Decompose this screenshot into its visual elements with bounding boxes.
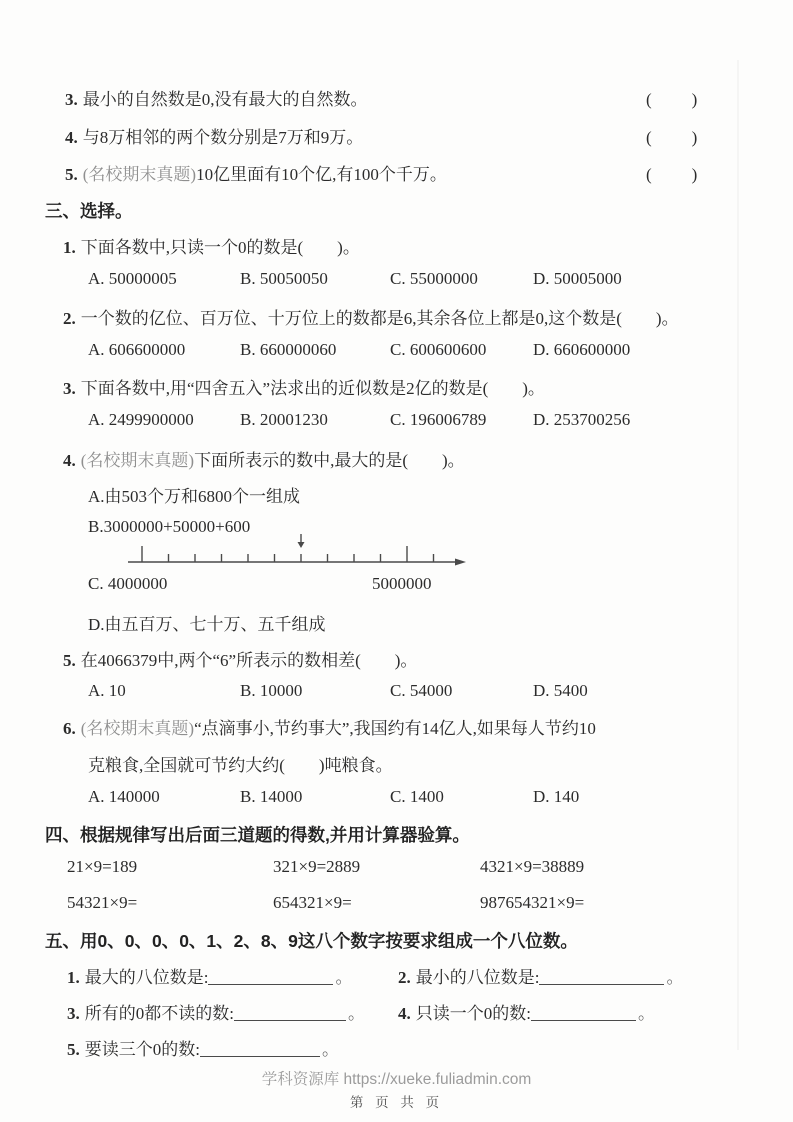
question-number: 4. bbox=[398, 1004, 411, 1023]
question-text: 下面所表示的数中,最大的是( )。 bbox=[194, 451, 465, 470]
question-number: 2. bbox=[398, 968, 411, 987]
question-number: 5. bbox=[63, 651, 76, 670]
compose-item-2 bbox=[398, 963, 683, 988]
item-label: 最大的八位数是: bbox=[84, 968, 209, 987]
answer-blank bbox=[208, 969, 333, 985]
choice-q4-option-a: A.由503个万和6800个一组成 bbox=[88, 487, 301, 506]
option-d: D. 140 bbox=[533, 787, 580, 806]
option-a: A. 10 bbox=[88, 681, 126, 700]
question-text: “点滴事小,节约事大”,我国约有14亿人,如果每人节约10 bbox=[194, 719, 596, 738]
compose-item-5 bbox=[67, 1035, 339, 1060]
compose-item-3 bbox=[67, 999, 365, 1024]
question-text: 下面各数中,用“四舍五入”法求出的近似数是2亿的数是( )。 bbox=[80, 379, 545, 398]
equation: 987654321×9= bbox=[480, 893, 585, 912]
option-d: D. 660600000 bbox=[533, 340, 631, 359]
question-tag: (名校期末真题) bbox=[80, 719, 195, 738]
question-number: 6. bbox=[63, 719, 76, 738]
question-number: 5. bbox=[65, 165, 78, 184]
judge-item-3 bbox=[65, 85, 368, 110]
option-c: C. 196006789 bbox=[390, 410, 487, 429]
equation: 321×9=2889 bbox=[273, 857, 361, 876]
question-text: 下面各数中,只读一个0的数是( )。 bbox=[80, 238, 360, 257]
choice-q3-options bbox=[88, 410, 630, 430]
choice-q2 bbox=[63, 304, 679, 329]
question-number: 3. bbox=[63, 379, 76, 398]
choice-q4-option-d: D.由五百万、七十万、五千组成 bbox=[88, 615, 326, 634]
question-number: 3. bbox=[67, 1004, 80, 1023]
judge-item-4 bbox=[65, 123, 363, 148]
option-b: B. 50050050 bbox=[240, 269, 328, 288]
number-line-right-label: 5000000 bbox=[372, 574, 432, 593]
full-stop: 。 bbox=[666, 968, 684, 987]
compose-item-1 bbox=[67, 963, 352, 988]
section-5-heading: 五、用0、0、0、0、1、2、8、9这八个数字按要求组成一个八位数。 bbox=[45, 931, 578, 951]
question-text: 一个数的亿位、百万位、十万位上的数都是6,其余各位上都是0,这个数是( )。 bbox=[80, 309, 679, 328]
answer-paren: ( ) bbox=[646, 128, 700, 147]
answer-paren: ( ) bbox=[646, 90, 700, 109]
choice-q5 bbox=[63, 646, 417, 671]
question-number: 4. bbox=[65, 128, 78, 147]
question-text: 与8万相邻的两个数分别是7万和9万。 bbox=[82, 128, 364, 147]
footer-site-url: 学科资源库 https://xueke.fuliadmin.com bbox=[261, 1071, 532, 1088]
compose-item-4 bbox=[398, 999, 655, 1024]
item-label: 所有的0都不读的数: bbox=[84, 1004, 234, 1023]
answer-blank bbox=[200, 1041, 320, 1057]
choice-q6-options bbox=[88, 787, 579, 807]
option-b: B. 14000 bbox=[240, 787, 303, 806]
option-d: D. 253700256 bbox=[533, 410, 631, 429]
equation: 21×9=189 bbox=[67, 857, 138, 876]
footer-page-number: 第 页 共 页 bbox=[349, 1095, 444, 1110]
option-b: B. 20001230 bbox=[240, 410, 328, 429]
axis-arrowhead-icon bbox=[455, 559, 466, 566]
option-a: A. 50000005 bbox=[88, 269, 177, 288]
choice-q6-line2: 克粮食,全国就可节约大约( )吨粮食。 bbox=[88, 756, 393, 775]
item-label: 只读一个0的数: bbox=[415, 1004, 531, 1023]
equation: 4321×9=38889 bbox=[480, 857, 585, 876]
option-a: A. 606600000 bbox=[88, 340, 186, 359]
equation: 54321×9= bbox=[67, 893, 138, 912]
pattern-row-1 bbox=[67, 857, 584, 877]
option-c: C. 54000 bbox=[390, 681, 453, 700]
choice-q1-options bbox=[88, 269, 622, 289]
question-text: 在4066379中,两个“6”所表示的数相差( )。 bbox=[80, 651, 418, 670]
choice-q1 bbox=[63, 233, 360, 258]
equation: 654321×9= bbox=[273, 893, 352, 912]
choice-q5-options bbox=[88, 681, 588, 701]
full-stop: 。 bbox=[321, 1040, 339, 1059]
answer-blank bbox=[234, 1005, 346, 1021]
pointer-down-arrow-icon bbox=[298, 542, 305, 548]
option-d: D. 5400 bbox=[533, 681, 588, 700]
scan-artifact-line bbox=[737, 60, 739, 1050]
question-number: 1. bbox=[67, 968, 80, 987]
option-b: B. 10000 bbox=[240, 681, 303, 700]
judge-item-5 bbox=[65, 160, 447, 185]
option-c: C. 600600600 bbox=[390, 340, 487, 359]
pattern-row-2 bbox=[67, 893, 584, 913]
choice-q6-line1 bbox=[63, 714, 596, 739]
item-label: 要读三个0的数: bbox=[84, 1040, 200, 1059]
choice-q3 bbox=[63, 374, 545, 399]
choice-q2-options bbox=[88, 340, 630, 360]
option-d: D. 50005000 bbox=[533, 269, 622, 288]
question-number: 4. bbox=[63, 451, 76, 470]
choice-q4 bbox=[63, 446, 465, 471]
answer-blank bbox=[539, 969, 664, 985]
option-a: A. 140000 bbox=[88, 787, 160, 806]
question-number: 2. bbox=[63, 309, 76, 328]
answer-paren: ( ) bbox=[646, 165, 700, 184]
question-number: 5. bbox=[67, 1040, 80, 1059]
option-a: A. 2499900000 bbox=[88, 410, 194, 429]
choice-q4-option-c-label: C. 4000000 bbox=[88, 574, 168, 593]
option-c: C. 1400 bbox=[390, 787, 444, 806]
choice-q4-option-b: B.3000000+50000+600 bbox=[88, 517, 251, 536]
full-stop: 。 bbox=[637, 1004, 655, 1023]
answer-blank bbox=[531, 1005, 636, 1021]
question-number: 3. bbox=[65, 90, 78, 109]
option-c: C. 55000000 bbox=[390, 269, 478, 288]
question-number: 1. bbox=[63, 238, 76, 257]
full-stop: 。 bbox=[347, 1004, 365, 1023]
option-b: B. 660000060 bbox=[240, 340, 337, 359]
full-stop: 。 bbox=[335, 968, 353, 987]
question-tag: (名校期末真题) bbox=[80, 451, 195, 470]
question-text: 最小的自然数是0,没有最大的自然数。 bbox=[82, 90, 368, 109]
section-4-heading: 四、根据规律写出后面三道题的得数,并用计算器验算。 bbox=[45, 825, 470, 845]
section-3-heading: 三、选择。 bbox=[45, 201, 133, 221]
item-label: 最小的八位数是: bbox=[415, 968, 540, 987]
question-tag: (名校期末真题) bbox=[82, 165, 197, 184]
question-text: 10亿里面有10个亿,有100个千万。 bbox=[196, 165, 447, 184]
number-line bbox=[128, 532, 468, 570]
